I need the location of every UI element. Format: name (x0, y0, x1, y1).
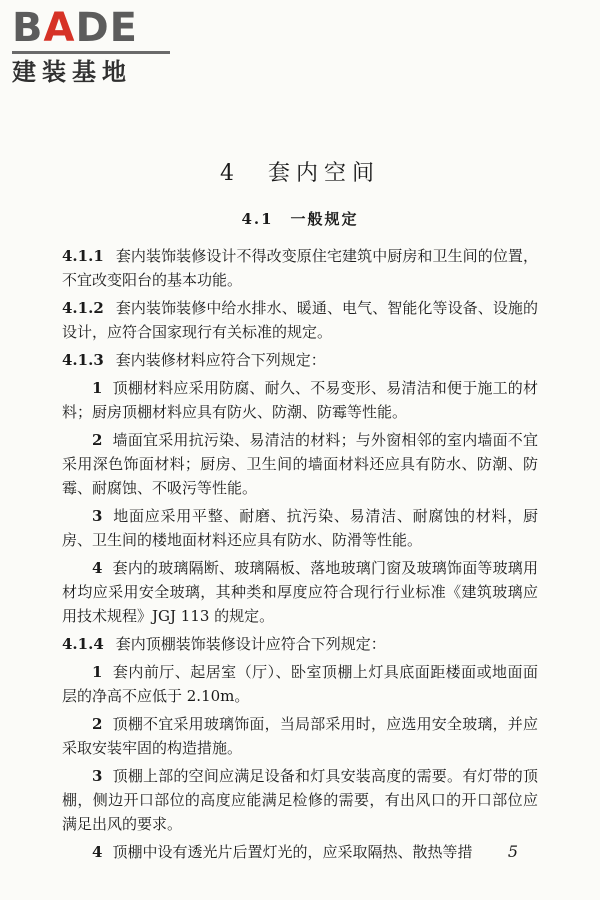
item-text: 顶棚上部的空间应满足设备和灯具安装高度的需要。有灯带的顶棚，侧边开口部位的高度应能满足检修的需要，有出风口的开口部位应满足出风的要求。 (62, 767, 538, 833)
item-4-1-4-4 (62, 840, 538, 864)
clause-4-1-1 (62, 244, 538, 292)
item-4-1-3-2 (62, 428, 538, 500)
item-text: 地面应采用平整、耐磨、抗污染、易清洁、耐腐蚀的材料，厨房、卫生间的楼地面材料还应具有防水、防滑等性能。 (62, 507, 538, 549)
item-text: 套内前厅、起居室（厅）、卧室顶棚上灯具底面距楼面或地面面层的净高不应低于 2.10m。 (62, 663, 538, 705)
item-number: 3 (92, 507, 103, 525)
clause-4-1-3 (62, 348, 538, 372)
item-number: 3 (92, 767, 103, 785)
item-4-1-3-3 (62, 504, 538, 552)
item-number: 1 (92, 663, 103, 681)
clause-text: 套内装修材料应符合下列规定： (115, 351, 326, 369)
logo-divider (12, 51, 170, 54)
section-title: 4.1 一般规定 (241, 210, 359, 228)
item-4-1-3-4 (62, 556, 538, 628)
clause-4-1-2 (62, 296, 538, 344)
logo-subtitle: 建装基地 (12, 58, 132, 86)
item-text: 顶棚不宜采用玻璃饰面，当局部采用时，应选用安全玻璃，并应采取安装牢固的构造措施。 (62, 715, 538, 757)
item-4-1-3-1 (62, 376, 538, 424)
item-number: 2 (92, 431, 103, 449)
page-number: 5 (507, 842, 518, 861)
clause-number: 4.1.3 (62, 351, 104, 369)
clause-text: 套内顶棚装饰装修设计应符合下列规定： (115, 635, 386, 653)
item-text: 顶棚中设有透光片后置灯光的，应采取隔热、散热等措 (112, 843, 473, 861)
body-text (62, 244, 538, 868)
item-text: 墙面宜采用抗污染、易清洁的材料；与外窗相邻的室内墙面不宜采用深色饰面材料；厨房、卫生间的墙面材料还应具有防水、防潮、防霉、耐腐蚀、不吸污等性能。 (62, 431, 538, 497)
clause-text: 套内装饰装修设计不得改变原住宅建筑中厨房和卫生间的位置，不宜改变阳台的基本功能。 (62, 247, 538, 289)
clause-number: 4.1.1 (62, 247, 104, 265)
clause-number: 4.1.4 (62, 635, 104, 653)
item-number: 1 (92, 379, 103, 397)
logo (12, 6, 182, 86)
item-text: 套内的玻璃隔断、玻璃隔板、落地玻璃门窗及玻璃饰面等玻璃用材均应采用安全玻璃，其种类和厚度应符合现行行业标准《建筑玻璃应用技术规程》JGJ 113 的规定。 (62, 559, 538, 625)
item-text: 顶棚材料应采用防腐、耐久、不易变形、易清洁和便于施工的材料；厨房顶棚材料应具有防火、防潮、防霉等性能。 (62, 379, 538, 421)
item-number: 2 (92, 715, 103, 733)
clause-text: 套内装饰装修中给水排水、暖通、电气、智能化等设备、设施的设计，应符合国家现行有关标准的规定。 (62, 299, 538, 341)
clause-number: 4.1.2 (62, 299, 104, 317)
clause-4-1-4 (62, 632, 538, 656)
item-number: 4 (92, 843, 103, 861)
logo-wordmark: BADE (12, 5, 138, 51)
item-number: 4 (92, 559, 103, 577)
chapter-title: 4 套内空间 (220, 161, 380, 186)
item-4-1-4-1 (62, 660, 538, 708)
item-4-1-4-3 (62, 764, 538, 836)
item-4-1-4-2 (62, 712, 538, 760)
